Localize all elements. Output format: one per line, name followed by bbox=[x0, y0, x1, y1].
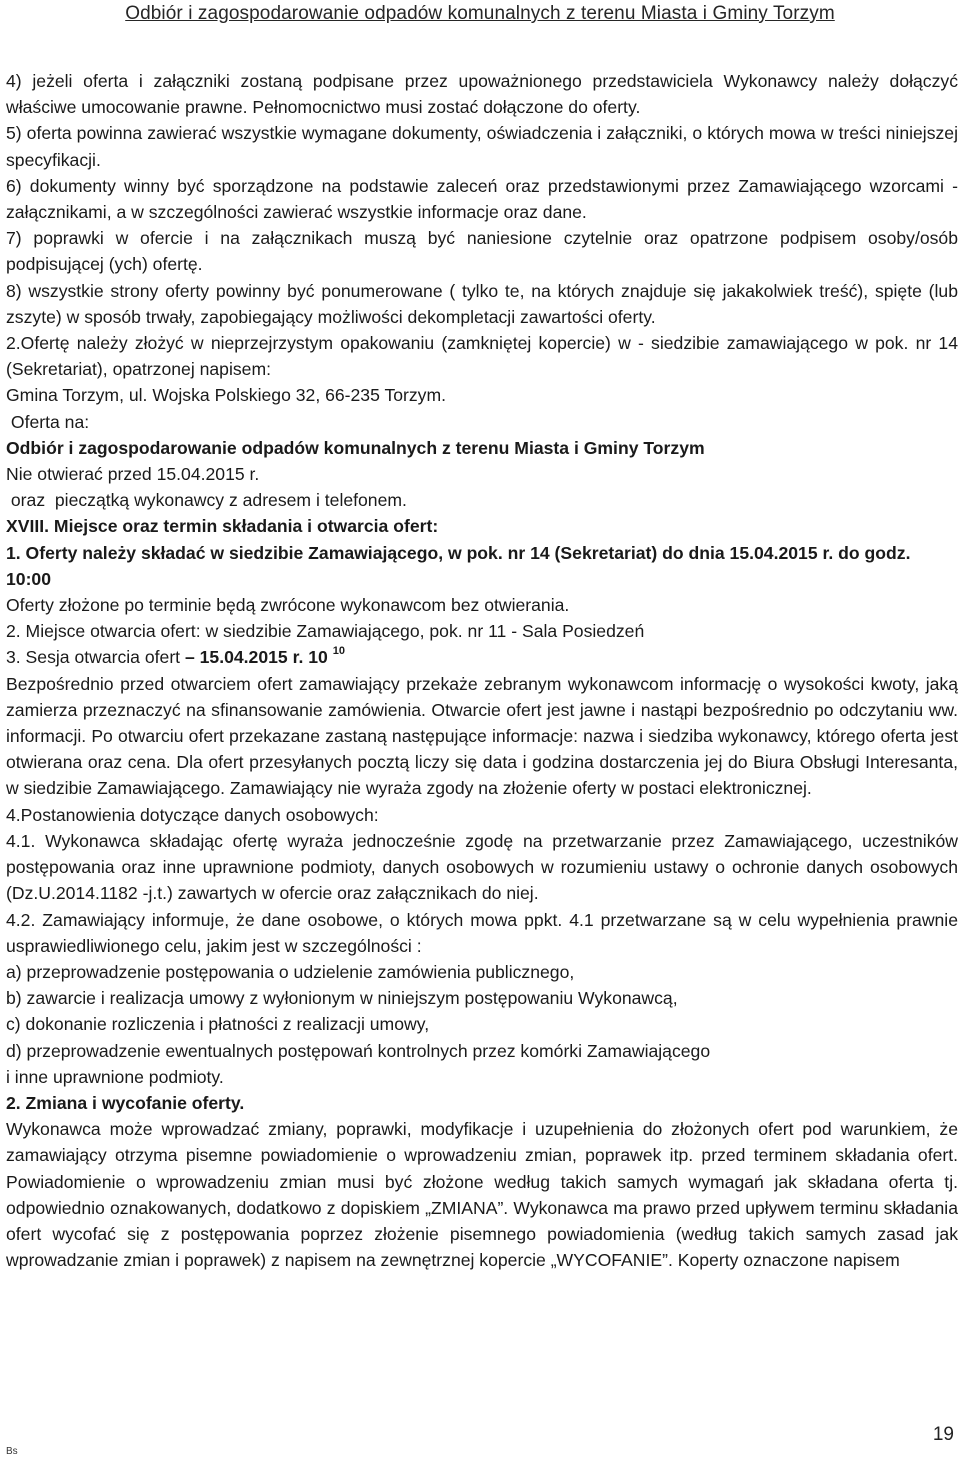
offer-title: Odbiór i zagospodarowanie odpadów komunalnych z terenu Miasta i Gminy Torzym bbox=[6, 437, 705, 458]
paragraph-offer-submission: 2.Ofertę należy złożyć w nieprzejrzystym opakowaniu (zamkniętej kopercie) w - siedzibie zamawiającego w pok. nr 14 (Sekretariat), opatrzonej napisem: bbox=[6, 333, 958, 380]
address-line: Gmina Torzym, ul. Wojska Polskiego 32, 66-235 Torzym. bbox=[6, 385, 447, 406]
personal-data-4-1: 4.1. Wykonawca składając ofertę wyraża jednocześnie zgodę na przetwarzanie przez Zamawiającego, uczestników postępowania oraz inne uprawnione podmioty, danych osobowych w rozumieniu ustawy o ochronie danych osobowych (Dz.U.2014.1182 -j.t.) zawartych w ofercie oraz załącznikach do niej. bbox=[6, 830, 958, 904]
session-date: 15.04.2015 r. 10 bbox=[199, 647, 333, 668]
opening-place-line: 2. Miejsce otwarcia ofert: w siedzibie Zamawiającego, pok. nr 11 - Sala Posiedzeń bbox=[6, 621, 645, 642]
session-dash: – bbox=[184, 647, 200, 668]
personal-data-heading: 4.Postanowienia dotyczące danych osobowych: bbox=[6, 804, 379, 825]
late-offers-line: Oferty złożone po terminie będą zwrócone wykonawcom bez otwierania. bbox=[6, 595, 570, 616]
session-time-superscript: 10 bbox=[332, 645, 345, 658]
offer-for-label: Oferta na: bbox=[6, 411, 90, 432]
page-header: Odbiór i zagospodarowanie odpadów komunalnych z terenu Miasta i Gminy Torzym bbox=[125, 3, 835, 24]
opening-procedure-paragraph: Bezpośrednio przed otwarciem ofert zamawiający przekaże zebranym wykonawcom informację o wysokości kwoty, jaką zamierza przeznaczyć na sfinansowanie zamówienia. Otwarcie ofert jest jawne i nastąpi bezpośrednio po odczytaniu ww. informacji. Po otwarciu ofert przekazane zastaną następujące informacje: nazwa i siedziba wykonawcy, którego oferta jest otwierana oraz cena. Dla ofert przesyłanych pocztą liczy się data i godzina dostarczenia jej do Biura Obsługi Interesanta, w siedzibie Zamawiającego. Zamawiający nie wyraża zgody na złożenie oferty w postaci elektronicznej. bbox=[6, 673, 958, 799]
list-item-c: c) dokonanie rozliczenia i płatności z realizacji umowy, bbox=[6, 1014, 430, 1035]
page-number: 19 bbox=[932, 1424, 954, 1445]
list-item-b: b) zawarcie i realizacja umowy z wyłonionym w niniejszym postępowaniu Wykonawcą, bbox=[6, 988, 678, 1009]
list-item-a: a) przeprowadzenie postępowania o udzielenie zamówienia publicznego, bbox=[6, 961, 575, 982]
footer-mark: Bs bbox=[6, 1446, 18, 1457]
list-item-d: d) przeprowadzenie ewentualnych postępowań kontrolnych przez komórki Zamawiającego bbox=[6, 1040, 711, 1061]
session-line bbox=[6, 644, 958, 670]
paragraph-item-8: 8) wszystkie strony oferty powinny być ponumerowane ( tylko te, na których znajduje się jakakolwiek treść), spięte (lub zszyte) w sposób trwały, zapobiegający możliwości dekompletacji zawartości oferty. bbox=[6, 280, 958, 327]
page-content bbox=[6, 68, 958, 1273]
section-heading-xviii: XVIII. Miejsce oraz termin składania i otwarcia ofert: bbox=[6, 516, 439, 537]
stamp-line: oraz pieczątką wykonawcy z adresem i telefonem. bbox=[6, 490, 407, 511]
change-withdraw-heading: 2. Zmiana i wycofanie oferty. bbox=[6, 1092, 245, 1113]
list-item-d-continued: i inne uprawnione podmioty. bbox=[6, 1066, 224, 1087]
session-prefix: 3. Sesja otwarcia ofert bbox=[6, 647, 185, 668]
paragraph-item-5: 5) oferta powinna zawierać wszystkie wymagane dokumenty, oświadczenia i załączniki, o których mowa w treści niniejszej specyfikacji. bbox=[6, 123, 958, 170]
deadline-paragraph: 1. Oferty należy składać w siedzibie Zamawiającego, w pok. nr 14 (Sekretariat) do dnia 15.04.2015 r. do godz. 10:00 bbox=[6, 542, 911, 589]
paragraph-item-6: 6) dokumenty winny być sporządzone na podstawie zaleceń oraz przedstawionymi przez Zamawiającego wzorcami - załącznikami, a w szczególności zawierać wszystkie informacje oraz dane. bbox=[6, 175, 958, 223]
personal-data-4-2: 4.2. Zamawiający informuje, że dane osobowe, o których mowa ppkt. 4.1 przetwarzane są w celu wypełnienia prawnie usprawiedliwionego celu, jakim jest w szczególności : bbox=[6, 909, 958, 956]
paragraph-item-4: 4) jeżeli oferta i załączniki zostaną podpisane przez upoważnionego przedstawiciela Wykonawcy należy dołączyć właściwe umocowanie prawne. Pełnomocnictwo musi zostać dołączone do oferty. bbox=[6, 71, 958, 118]
change-withdraw-paragraph: Wykonawca może wprowadzać zmiany, poprawki, modyfikacje i uzupełnienia do złożonych ofert pod warunkiem, że zamawiający otrzyma pisemne powiadomienie o wprowadzeniu zmian, poprawek itp. przed terminem składania ofert. Powiadomienie o wprowadzeniu zmian musi być złożone według takich samych wymagań jak składana oferta tj. odpowiednio oznakowanych, dodatkowo z dopiskiem „ZMIANA”. Wykonawca ma prawo przed upływem terminu składania ofert wycofać się z postępowania poprzez złożenie pisemnego powiadomienia (według takich samych zasad jak wprowadzanie zmian i poprawek) z napisem na zewnętrznej kopercie „WYCOFANIE”. Koperty oznaczone napisem bbox=[6, 1119, 958, 1271]
paragraph-item-7: 7) poprawki w ofercie i na załącznikach muszą być naniesione czytelnie oraz opatrzone podpisem osoby/osób podpisującej (ych) ofertę. bbox=[6, 228, 958, 275]
do-not-open-line: Nie otwierać przed 15.04.2015 r. bbox=[6, 464, 260, 485]
